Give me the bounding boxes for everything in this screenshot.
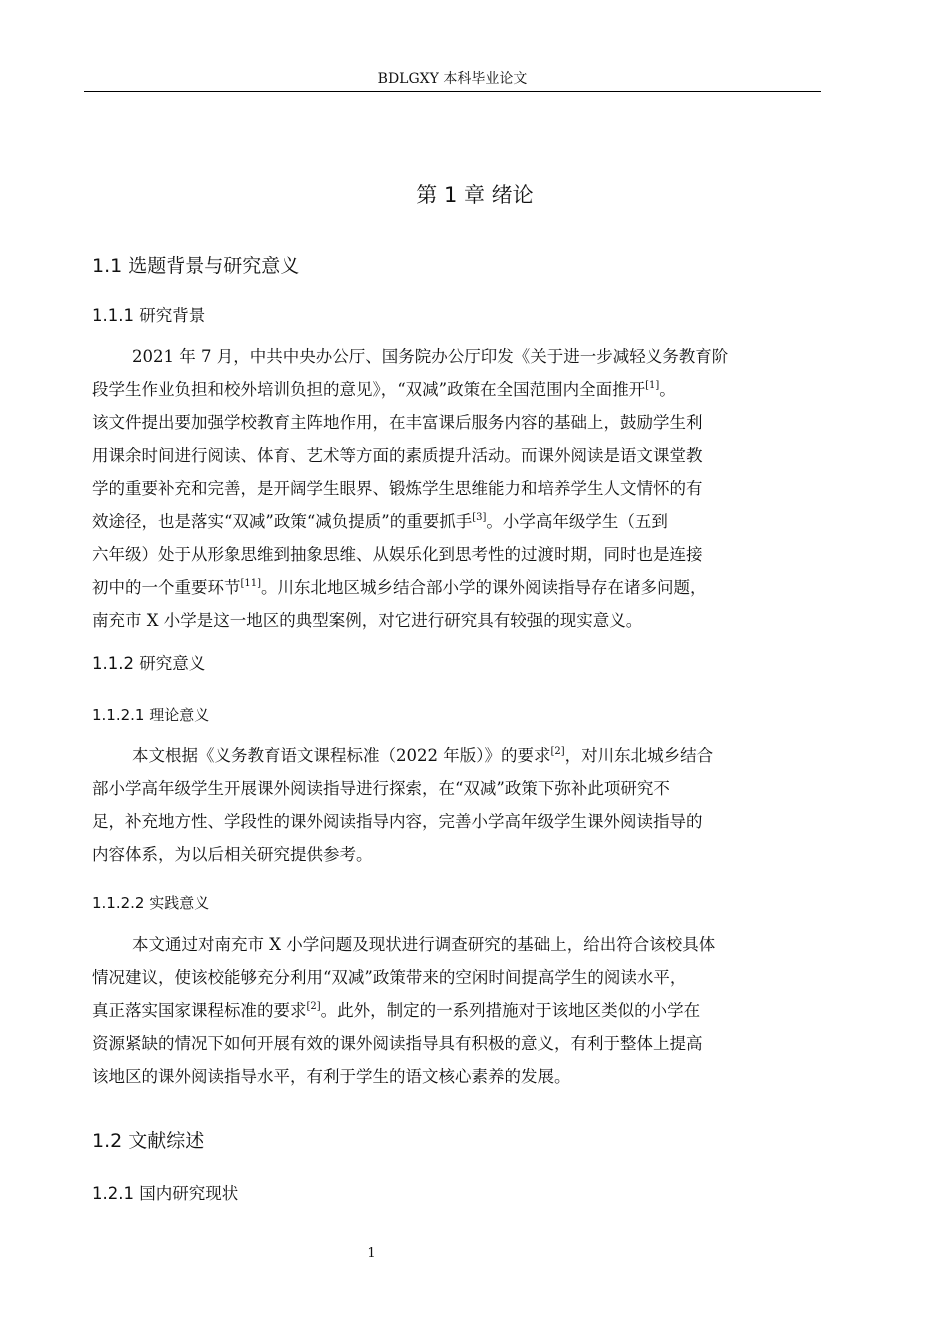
paragraph-line: 段学生作业负担和校外培训负担的意见》，“双减”政策在全国范围内全面推开[1]。 (92, 380, 676, 399)
citation-ref: [2] (306, 1001, 321, 1012)
paragraph-line: 情况建议，使该校能够充分利用“双减”政策带来的空闲时间提高学生的阅读水平， (92, 968, 687, 987)
citation-ref: [3] (472, 512, 487, 523)
page-number: 1 (367, 1246, 376, 1261)
paragraph-line: 足，补充地方性、学段性的课外阅读指导内容，完善小学高年级学生课外阅读指导的 (92, 812, 703, 831)
section-heading-1-1: 1.1 选题背景与研究意义 (92, 255, 300, 277)
paragraph-practical-significance (92, 928, 812, 1093)
citation-ref: [2] (550, 746, 565, 757)
paragraph-line: 资源紧缺的情况下如何开展有效的课外阅读指导具有积极的意义，有利于整体上提高 (92, 1034, 703, 1053)
page-header: BDLGXY 本科毕业论文 (377, 71, 528, 87)
paragraph-theoretical-significance (92, 739, 812, 871)
paragraph-line: 本文通过对南充市 X 小学问题及现状进行调查研究的基础上，给出符合该校具体 (132, 935, 716, 954)
paragraph-line: 部小学高年级学生开展课外阅读指导进行探索，在“双减”政策下弥补此项研究不 (92, 779, 670, 798)
citation-ref: [11] (240, 578, 262, 589)
header-rule (84, 91, 821, 92)
citation-ref: [1] (645, 380, 660, 391)
paragraph-line: 学的重要补充和完善，是开阔学生眼界、锻炼学生思维能力和培养学生人文情怀的有 (92, 479, 703, 498)
section-heading-1-2-1: 1.2.1 国内研究现状 (92, 1184, 239, 1203)
paragraph-research-background (92, 340, 812, 637)
paragraph-line: 真正落实国家课程标准的要求[2]。此外，制定的一系列措施对于该地区类似的小学在 (92, 1001, 701, 1020)
paragraph-line: 本文根据《义务教育语文课程标准（2022 年版）》的要求[2]，对川东北城乡结合 (132, 746, 714, 765)
section-heading-1-1-2-2: 1.1.2.2 实践意义 (92, 894, 210, 912)
chapter-title: 第 1 章 绪论 (416, 183, 534, 207)
paragraph-line: 该地区的课外阅读指导水平，有利于学生的语文核心素养的发展。 (92, 1067, 571, 1086)
section-heading-1-1-2-1: 1.1.2.1 理论意义 (92, 706, 210, 724)
section-heading-1-1-1: 1.1.1 研究背景 (92, 306, 206, 325)
paragraph-line: 2021 年 7 月，中共中央办公厅、国务院办公厅印发《关于进一步减轻义务教育阶 (132, 347, 729, 366)
paragraph-line: 该文件提出要加强学校教育主阵地作用，在丰富课后服务内容的基础上，鼓励学生利 (92, 413, 703, 432)
paragraph-line: 南充市 X 小学是这一地区的典型案例，对它进行研究具有较强的现实意义。 (92, 611, 643, 630)
paragraph-line: 内容体系，为以后相关研究提供参考。 (92, 845, 373, 864)
paragraph-line: 用课余时间进行阅读、体育、艺术等方面的素质提升活动。而课外阅读是语文课堂教 (92, 446, 703, 465)
section-heading-1-1-2: 1.1.2 研究意义 (92, 654, 206, 673)
paragraph-line: 六年级）处于从形象思维到抽象思维、从娱乐化到思考性的过渡时期，同时也是连接 (92, 545, 703, 564)
section-heading-1-2: 1.2 文献综述 (92, 1130, 205, 1152)
paragraph-line: 初中的一个重要环节[11]。川东北地区城乡结合部小学的课外阅读指导存在诸多问题， (92, 578, 707, 597)
paragraph-line: 效途径，也是落实“双减”政策“减负提质”的重要抓手[3]。小学高年级学生（五到 (92, 512, 668, 531)
